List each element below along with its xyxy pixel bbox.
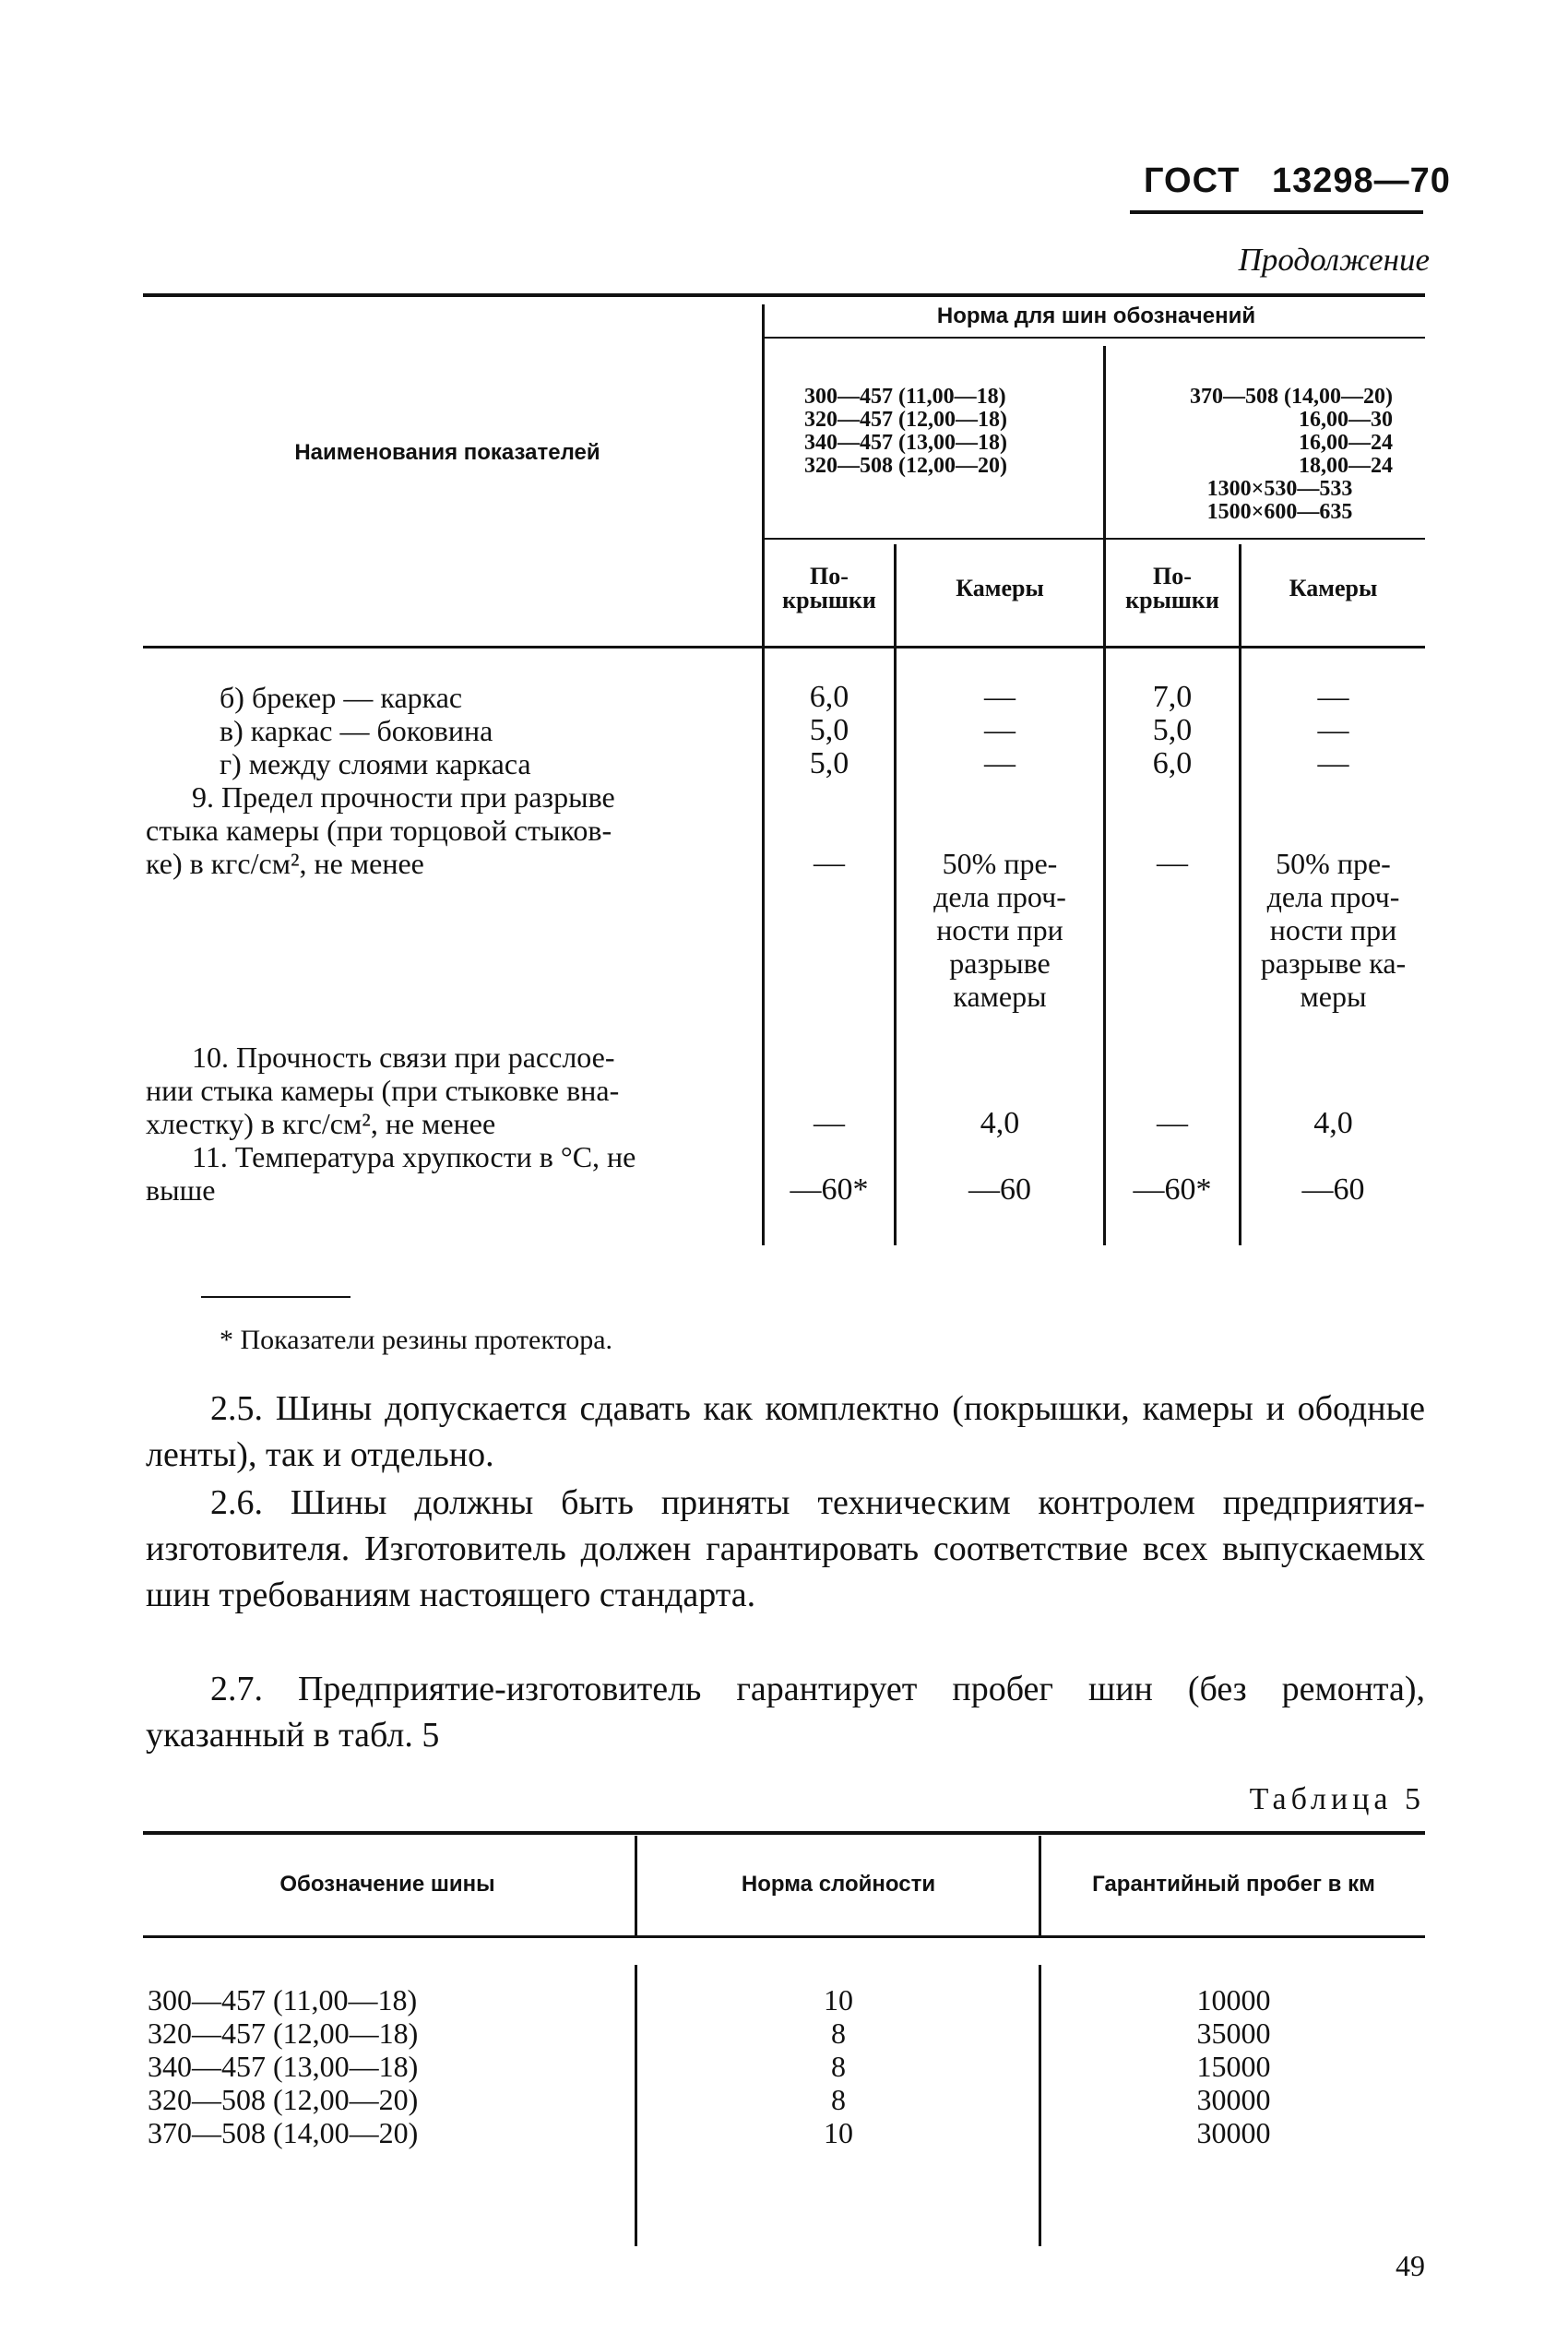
standard-label: ГОСТ <box>1144 161 1241 200</box>
header-indicator: Наименования показателей <box>294 440 600 465</box>
row-label: в) каркас — боковина <box>220 714 493 747</box>
table-cell: 10 <box>824 2116 853 2149</box>
table-cell: — <box>984 713 1016 747</box>
subheader-tubes-2: Камеры <box>1289 575 1378 601</box>
table-cell: — <box>984 680 1016 714</box>
table-cell: 340—457 (13,00—18) <box>148 2050 419 2083</box>
t5-header-mileage: Гарантийный пробег в км <box>1092 1872 1375 1897</box>
table-cell: 6,0 <box>1152 746 1193 780</box>
table-cell-multiline: 50% пре- дела проч- ности при разрыве ка- меры <box>1260 847 1407 1013</box>
table-cell: — <box>1317 713 1349 747</box>
table-cell: 5,0 <box>809 746 849 780</box>
table-cell: 300—457 (11,00—18) <box>148 1983 418 2017</box>
table-cell: 30000 <box>1196 2116 1271 2149</box>
table-cell: 8 <box>831 2083 846 2116</box>
continuation-label: Продолжение <box>1238 242 1430 278</box>
table-cell: 10 <box>824 1983 853 2017</box>
row-label: б) брекер — каркас <box>220 681 463 714</box>
table-cell: — <box>984 746 1016 780</box>
table-cell: 30000 <box>1196 2083 1271 2116</box>
table-cell: 10000 <box>1196 1983 1271 2017</box>
row-label: г) между слоями каркаса <box>220 747 531 780</box>
subheader-tubes-1: Камеры <box>956 575 1044 601</box>
table-cell: — <box>1157 1106 1188 1140</box>
table-cell: 5,0 <box>1152 713 1193 747</box>
table-cell: 370—508 (14,00—20) <box>148 2116 419 2149</box>
table-cell: — <box>814 846 845 880</box>
row-label-11: 11. Температура хрупкости в °С, не выше <box>146 1140 636 1207</box>
table-cell: —60 <box>1301 1172 1365 1207</box>
row-label-9: 9. Предел прочности при разрыве стыка камеры (при торцовой стыков- ке) в кгс/см², не менее <box>146 780 615 880</box>
table-5-label: Таблица 5 <box>1249 1782 1425 1816</box>
row-label-10: 10. Прочность связи при расслое- нии стыка камеры (при стыковке вна- хлестку) в кгс/см², не менее <box>146 1041 620 1140</box>
paragraph-2-6: 2.6. Шины должны быть приняты техническим контролем предприятия-изготовителя. Изготовитель должен гарантировать соответствие всех выпускаемых шин требованиям настоящего стандарта. <box>146 1483 1425 1614</box>
table-cell: — <box>814 1106 845 1140</box>
table-cell: —60 <box>968 1172 1031 1207</box>
table-cell: 8 <box>831 2017 846 2050</box>
document-code <box>1144 161 1451 201</box>
table-cell: 4,0 <box>980 1106 1020 1140</box>
table-cell: 35000 <box>1196 2017 1271 2050</box>
t5-col-mileage <box>1042 1983 1425 2149</box>
table-cell: 320—508 (12,00—20) <box>148 2083 419 2116</box>
footnote: * Показатели резины протектора. <box>220 1325 613 1355</box>
sizes-group-2: 370—508 (14,00—20) 16,00—30 16,00—24 18,00—24 1300×530—533 1500×600—635 <box>1190 385 1393 524</box>
t5-col-designation <box>148 1983 418 2149</box>
header-norm: Норма для шин обозначений <box>936 303 1256 328</box>
page-number: 49 <box>1396 2249 1425 2282</box>
standard-number: 13298—70 <box>1272 161 1451 200</box>
paragraph-2-5: 2.5. Шины допускается сдавать как комплектно (покрышки, камеры и ободные ленты), так и отдельно. <box>146 1389 1425 1474</box>
table-cell: 4,0 <box>1313 1106 1353 1140</box>
table-cell: 8 <box>831 2050 846 2083</box>
header-underline <box>1130 210 1423 214</box>
table5-top-rule <box>143 1831 1425 1835</box>
table-cell: 7,0 <box>1152 680 1193 714</box>
table-cell: 5,0 <box>809 713 849 747</box>
t5-col-ply <box>638 1983 1039 2149</box>
table-cell: — <box>1317 746 1349 780</box>
t5-header-ply: Норма слойности <box>741 1872 936 1897</box>
t5-header-designation: Обозначение шины <box>279 1872 495 1897</box>
table-cell-multiline: 50% пре- дела проч- ности при разрыве камеры <box>933 847 1066 1013</box>
table-cell: 15000 <box>1196 2050 1271 2083</box>
footnote-rule <box>201 1296 350 1298</box>
table-cell: — <box>1157 846 1188 880</box>
subheader-covers-2: По- крышки <box>1125 563 1219 613</box>
table-cell: —60* <box>1133 1172 1212 1207</box>
table-cell: —60* <box>790 1172 869 1207</box>
sizes-group-1: 300—457 (11,00—18) 320—457 (12,00—18) 340—457 (13,00—18) 320—508 (12,00—20) <box>804 385 1007 478</box>
table-top-rule <box>143 293 1425 297</box>
table5-header-rule <box>143 1935 1425 1938</box>
table-cell: 6,0 <box>809 680 849 714</box>
table-cell: — <box>1317 680 1349 714</box>
paragraph-2-7: 2.7. Предприятие-изготовитель гарантирует пробег шин (без ремонта), указанный в табл. 5 <box>146 1670 1425 1755</box>
subheader-covers-1: По- крышки <box>782 563 876 613</box>
table-header-rule <box>143 646 1425 648</box>
table-cell: 320—457 (12,00—18) <box>148 2017 419 2050</box>
